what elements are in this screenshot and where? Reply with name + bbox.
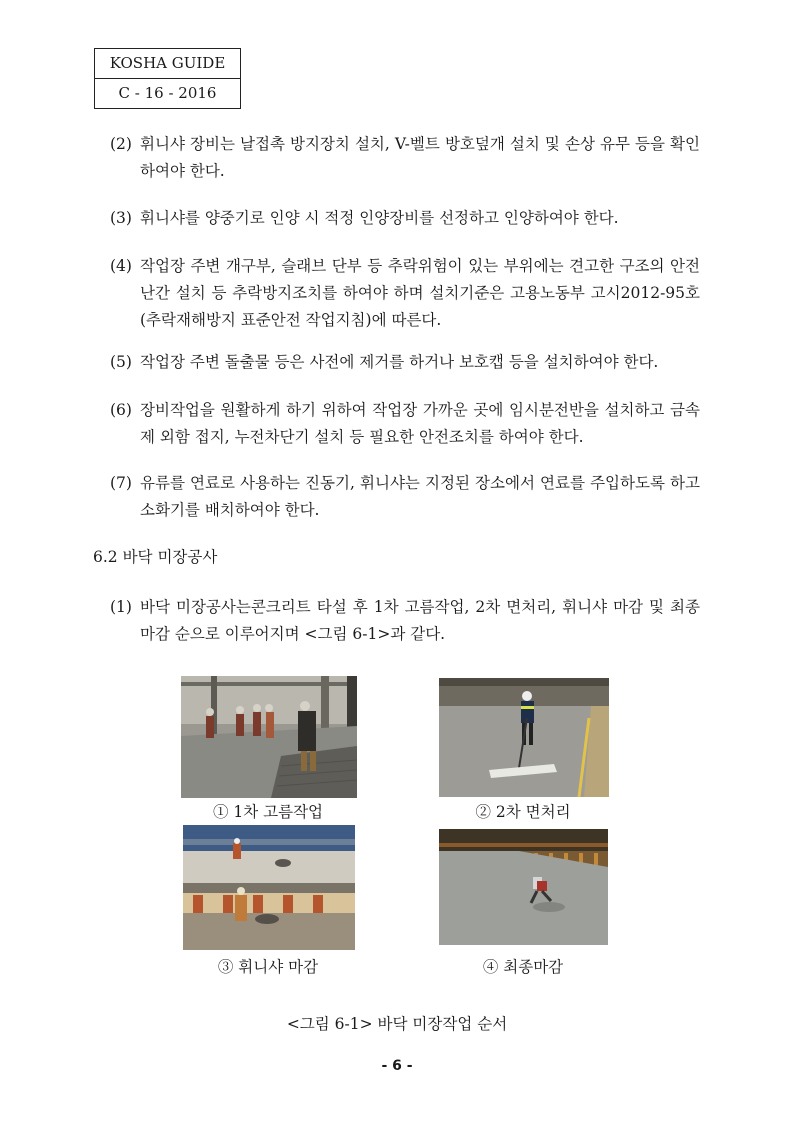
item-text: 바닥 미장공사는콘크리트 타설 후 1차 고름작업, 2차 면처리, 휘니샤 마감 및 최종마감 순으로 이루어지며 <그림 6-1>과 같다.	[140, 598, 700, 643]
item-number: (2)	[110, 135, 132, 153]
item-number: (3)	[110, 209, 132, 227]
page-number: - 6 -	[381, 1058, 413, 1074]
figure-caption: ④ 최종마감	[482, 958, 564, 976]
item-text: 휘니샤 장비는 날접촉 방지장치 설치, V-벨트 방호덮개 설치 및 손상 유무 등을 확인하여야 한다.	[140, 135, 700, 180]
item-number: (4)	[110, 257, 132, 275]
list-item	[110, 470, 700, 524]
guide-code: C - 16 - 2016	[118, 84, 217, 102]
item-text: 작업장 주변 돌출물 등은 사전에 제거를 하거나 보호캡 등을 설치하여야 한다.	[140, 353, 659, 371]
item-text: 장비작업을 원활하게 하기 위하여 작업장 가까운 곳에 임시분전반을 설치하고 금속제 외함 접지, 누전차단기 설치 등 필요한 안전조치를 하여야 한다.	[140, 401, 700, 446]
photo-second-surface	[439, 678, 609, 797]
item-text: 유류를 연료로 사용하는 진동기, 휘니샤는 지정된 장소에서 연료를 주입하도록 하고 소화기를 배치하여야 한다.	[140, 474, 700, 519]
photo-finisher	[183, 825, 355, 950]
list-item	[110, 205, 700, 232]
figure-caption: ③ 휘니샤 마감	[217, 958, 319, 976]
guide-header-box	[94, 48, 241, 109]
item-number: (1)	[110, 598, 132, 616]
photo-first-leveling	[181, 676, 357, 798]
item-number: (7)	[110, 474, 132, 492]
guide-title: KOSHA GUIDE	[95, 49, 240, 79]
list-item	[110, 349, 700, 376]
section-heading: 6.2 바닥 미장공사	[93, 548, 218, 566]
item-number: (6)	[110, 401, 132, 419]
list-item	[110, 253, 700, 334]
list-item	[110, 594, 700, 648]
figure-caption: ② 2차 면처리	[475, 803, 571, 821]
list-item	[110, 131, 700, 185]
item-text: 작업장 주변 개구부, 슬래브 단부 등 추락위험이 있는 부위에는 견고한 구조의 안전난간 설치 등 추락방지조치를 하여야 하며 설치기준은 고용노동부 고시2012-95호(추락재해방지 표준안전 작업지침)에 따른다.	[140, 257, 700, 329]
photo-final-finish	[439, 829, 608, 945]
list-item	[110, 397, 700, 451]
figure-caption: ① 1차 고름작업	[212, 803, 324, 821]
item-text: 휘니샤를 양중기로 인양 시 적정 인양장비를 선정하고 인양하여야 한다.	[140, 209, 619, 227]
item-number: (5)	[110, 353, 132, 371]
figure-title: <그림 6-1> 바닥 미장작업 순서	[286, 1015, 508, 1033]
